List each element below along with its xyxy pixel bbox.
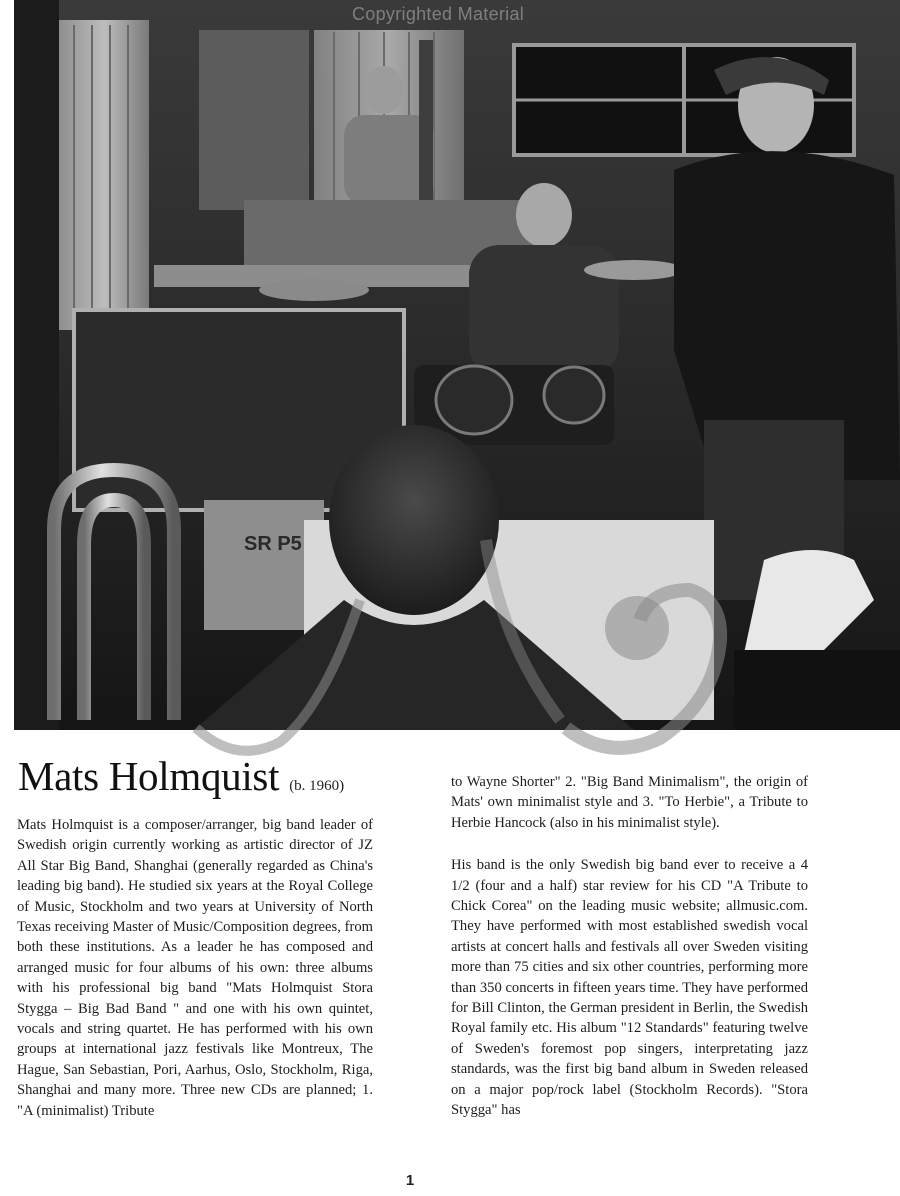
right-column	[451, 772, 808, 1121]
biography-paragraph-3: His band is the only Swedish big band ever to receive a 4 1/2 (four and a half) star review for his CD "A Tribute to Chick Corea" on the leading music website; allmusic.com. They have performed with most established swedish vocal artists at concert halls and festivals all over Sweden visiting more than 75 cities and six other countries, performing more than 350 concerts in fifteen years time. They have performed for Bill Clinton, the German president in Berlin, the Swedish Royal family etc. His album "12 Standards" featuring twelve of Sweden's foremost pop singers, interpretating jazz standards, was the first big band album in Sweden released on a major pop/rock label (Stockholm Records). "Stora Stygga" has	[451, 857, 808, 1119]
copyright-watermark: Copyrighted Material	[352, 4, 525, 24]
band-recording-photo	[14, 0, 900, 730]
musician-name: Mats Holmquist	[18, 753, 280, 799]
birth-year: (b. 1960)	[289, 778, 345, 794]
page-number: 1	[405, 1172, 415, 1189]
article-heading	[18, 752, 344, 800]
band-recording-photo-icon	[14, 0, 900, 730]
svg-text:SR P5: SR P5	[244, 533, 302, 555]
biography-paragraph-2: to Wayne Shorter" 2. "Big Band Minimalism", the origin of Mats' own minimalist style and 3. "To Herbie", a Tribute to Herbie Hancock (also in his minimalist style).	[451, 774, 808, 831]
left-column	[17, 815, 373, 1121]
biography-paragraph-1: Mats Holmquist is a composer/arranger, big band leader of Swedish origin currently working as artistic director of JZ All Star Big Band, Shanghai (generally regarded as China's leading big band). He studied six years at the Royal College of Music, Stockholm and two years at University of North Texas receiving Master of Music/Composition degrees, from both these institutions. As a leader he has composed and arranged music for four albums of his own: three albums with his professional big band "Mats Holmquist Stora Stygga – Big Bad Band " and one with his own quintet, vocals and string quartet. He has performed with his own groups at international jazz festivals like Montreux, The Hague, San Sebastian, Pori, Aarhus, Oslo, Stockholm, Riga, Shanghai and many more. Three new CDs are planned; 1. "A (minimalist) Tribute	[17, 817, 373, 1119]
